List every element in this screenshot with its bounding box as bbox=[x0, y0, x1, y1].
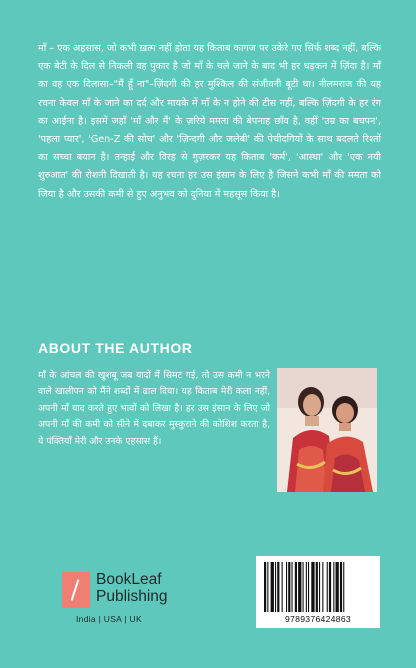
barcode-bar bbox=[267, 562, 268, 612]
publisher-regions: India | USA | UK bbox=[76, 614, 142, 624]
barcode-bar bbox=[343, 562, 344, 612]
barcode-bar bbox=[336, 562, 339, 612]
publisher-logo bbox=[62, 572, 202, 632]
barcode-bar bbox=[288, 562, 290, 612]
publisher-name-line2: Publishing bbox=[96, 588, 168, 605]
author-bio: माँ के आंचल की खुशबू जब यादों में सिमट गई, तो उस कमी न भरने वाले खालीपन को मैंने शब्दों में ढाल दिया। यह किताब मेरी कला नहीं, अपनी माँ याद करते हुए भावों को लिखा है। हर उस इंसान के लिए जो अपनी माँ की कमी को सीने में दबाकर मुस्कुराने की कोशिश करता है, ये पंक्तियाँ मेरी और उनके एहसास हैं। bbox=[38, 370, 270, 447]
barcode-bar bbox=[319, 562, 320, 612]
isbn-barcode bbox=[256, 556, 380, 628]
barcode-bar bbox=[271, 562, 274, 612]
barcode-bar bbox=[303, 562, 304, 612]
barcode-bar bbox=[308, 562, 309, 612]
barcode-bar bbox=[311, 562, 314, 612]
barcode-icon bbox=[262, 562, 374, 612]
barcode-bar bbox=[292, 562, 293, 612]
author-photo-illustration bbox=[277, 368, 377, 492]
barcode-bar bbox=[340, 562, 342, 612]
bookleaf-logo-icon bbox=[62, 572, 90, 608]
isbn-number: 9789376424863 bbox=[284, 614, 352, 624]
barcode-bar bbox=[329, 562, 331, 612]
barcode-bar bbox=[295, 562, 297, 612]
about-author-heading: ABOUT THE AUTHOR bbox=[38, 340, 193, 356]
back-cover-blurb: माँ – एक अहसास, जो कभी ख़त्म नहीं होता यह किताब कागज पर उकेरे गए सिर्फ शब्द नहीं, बल्कि एक बेटी के दिल से निकली वह पुकार है जो माँ के चले जाने के बाद भी हर धड़कन में ज़िंदा है। माँ का वह एक दिलासा–"मैं हूँ ना"–ज़िंदगी की हर मुश्किल की संजीवनी बूटी था। नीलमराज की यह रचना केवल माँ के जाने का दर्द और मायके में माँ के न होने की टीस नहीं, बल्कि ज़िंदगी के हर रंग का आईना है। इसमें जहाँ 'माँ और मैं' के ज़रिये ममता की बेपनाह छाँव है, वहीं 'उम्र का बचपन', 'पहला प्यार', 'Gen-Z की सोच' और 'ज़िन्दगी और जलेबी' की पेचीदगियों के साथ बदलते रिश्तों का सच्चा बयान है। तन्हाई और विरह से गुज़रकर यह किताब 'कर्म', 'आस्था' और 'एक नयी शुरुआत' की रोशनी दिखाती है। यह रचना हर उस इंसान के लिए है जिसने कभी माँ की ममता को जिया है और उसकी कमी से हुए अनुभव को दुनिया में महसूस किया है। bbox=[38, 43, 381, 200]
barcode-bar bbox=[282, 562, 283, 612]
barcode-bar bbox=[277, 562, 279, 612]
barcode-bar bbox=[333, 562, 334, 612]
barcode-bar bbox=[264, 562, 266, 612]
barcode-bar bbox=[286, 562, 287, 612]
publisher-name-line1: BookLeaf bbox=[96, 571, 162, 588]
barcode-bar bbox=[327, 562, 328, 612]
barcode-bar bbox=[275, 562, 276, 612]
barcode-bar bbox=[306, 562, 307, 612]
barcode-bar bbox=[322, 562, 323, 612]
barcode-bar bbox=[298, 562, 301, 612]
barcode-bar bbox=[316, 562, 318, 612]
author-photo bbox=[277, 368, 377, 492]
